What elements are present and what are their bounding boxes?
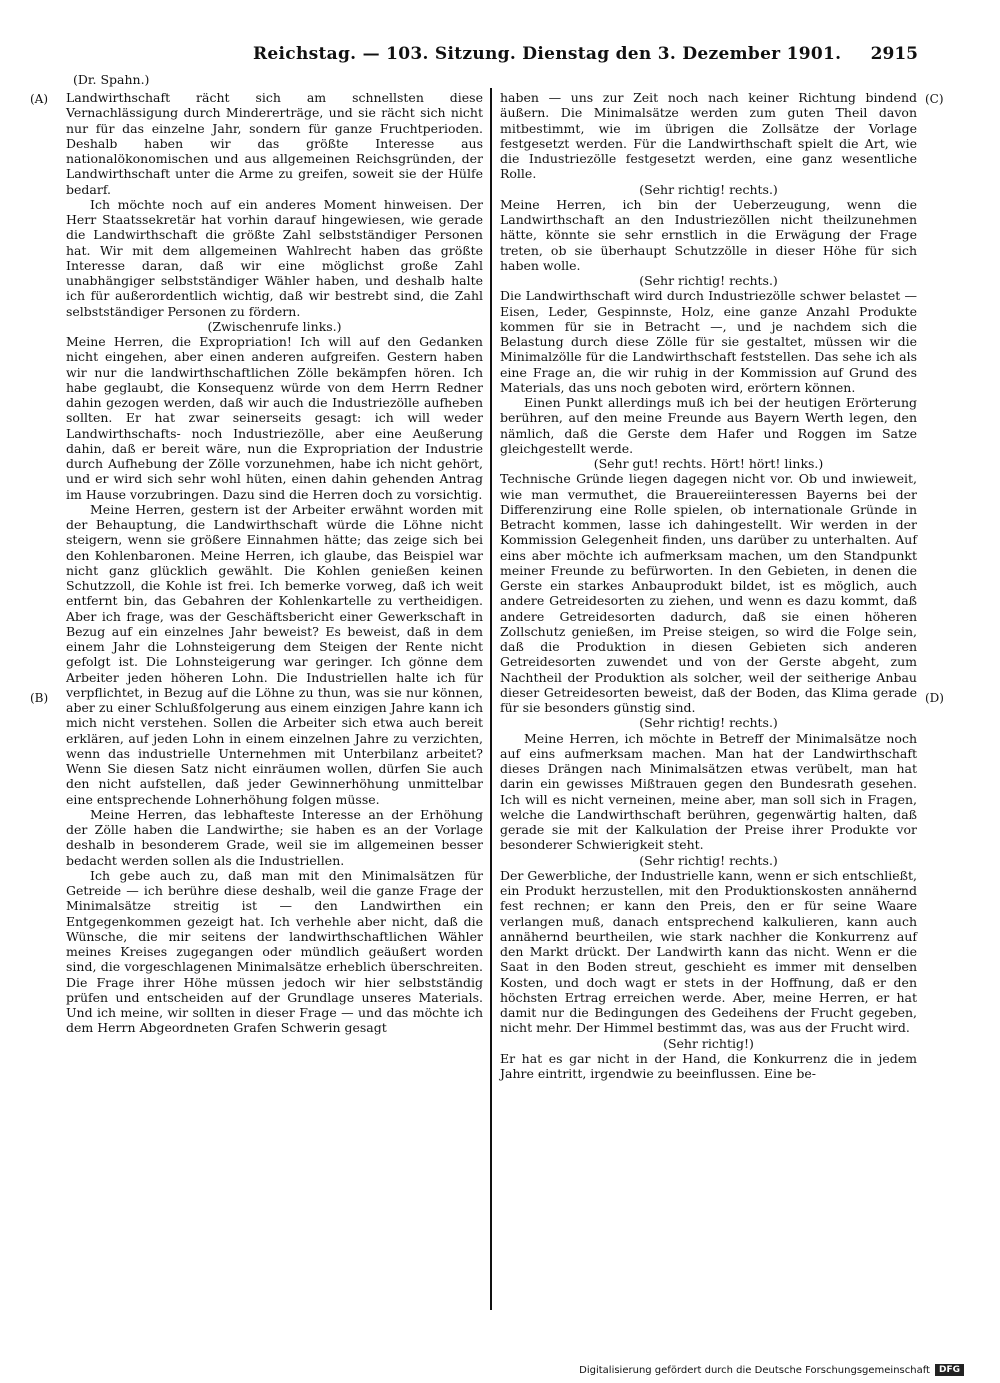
paragraph: Ich gebe auch zu, daß man mit den Minimalsätzen für Getreide — ich berühre diese deshalb, weil die ganze Frage der Minimalsätze streitig ist — den Landwirthen ein Entgegenkommen gezeigt hat. Ich verhehle aber nicht, daß die Wünsche, die mir seitens der landwirthschaftlichen Wähler meines Kreises zugegangen oder mündlich geäußert worden sind, die vorgeschlagenen Minimalsätze erheblich überschreiten. Die Frage ihrer Höhe müssen jedoch wir hier selbstständig prüfen und entscheiden auf der Grundlage unseres Materials. Und ich meine, wir sollten in dieser Frage — und das möchte ich dem Herrn Abgeordneten Grafen Schwerin gesagt [66,867,483,1036]
footer-text: Digitalisierung gefördert durch die Deutsche Forschungsgemeinschaft [579,1364,930,1376]
paragraph: Er hat es gar nicht in der Hand, die Konkurrenz die in jedem Jahre eintritt, irgendwie zu beeinflussen. Eine be- [500,1050,917,1081]
margin-marker-c: (C) [925,92,944,106]
speaker-name: (Dr. Spahn.) [73,72,150,87]
interjection: (Sehr richtig! rechts.) [639,852,778,868]
interjection: (Sehr richtig! rechts.) [639,273,778,288]
digitization-footer [579,1364,964,1376]
left-column [66,90,483,1036]
page-number: 2915 [870,44,918,64]
paragraph: Meine Herren, die Expropriation! Ich will auf den Gedanken nicht eingehen, aber einen anderen aufgreifen. Gestern haben wir nur die landwirthschaftlichen Zölle bekämpfen hören. Ich habe geglaubt, die Konsequenz würde von dem Herrn Redner dahin gezogen werden, daß wir auch die Industriezölle aufheben sollten. Er hat zwar seinerseits gesagt: ich will weder Landwirthschafts- noch Industriezölle, aber eine Aeußerung dahin, daß er bereit wäre, nun die Expropriation der Industrie durch Aufhebung der Zölle vorzunehmen, habe ich nicht gehört, und er wird sich sehr wohl hüten, einen dahin gehenden Antrag im Hause vorzubringen. Dazu sind die Herren doch zu vorsichtig. [66,334,483,502]
paragraph: Technische Gründe liegen dagegen nicht vor. Ob und inwieweit, wie man vermuthet, die Brauereiinteressen Bayerns bei der Differenzirung eine Rolle spielen, ob internationale Gründe in Betracht kommen, lasse ich dahingestellt. Wir werden in der Kommission Gelegenheit finden, uns darüber zu unterhalten. Auf eins aber möchte ich aufmerksam machen, um den Standpunkt meiner Freunde zu befürworten. In den Gebieten, in denen die Gerste ein starkes Anbauprodukt bildet, ist es möglich, auch andere Getreidesorten zu ziehen, und wenn es dazu kommt, daß andere Getreidesorten dadurch, daß sie einen höheren Zollschutz genießen, im Preise steigen, so wird die Folge sein, daß die Produktion in diesen Gebieten sich anderen Getreidesorten zuwendet und von der Gerste abgeht, zum Nachtheil der Produktion als solcher, weil der seitherige Anbau dieser Getreidesorten beweist, daß der Boden, das Klima gerade für sie besonders günstig sind. [500,471,917,715]
paragraph: Meine Herren, das lebhafteste Interesse an der Erhöhung der Zölle haben die Landwirthe; sie haben es an der Vorlage deshalb in besonderem Grade, weil sie im allgemeinen besser bedacht werden sollen als die Industriellen. [66,806,483,868]
paragraph: Meine Herren, ich bin der Ueberzeugung, wenn die Landwirthschaft an den Industriezöllen nicht theilzunehmen hätte, könnte sie sehr ernstlich in die Erwägung der Frage treten, ob sie überhaupt Schutzzölle in dieser Höhe für sich haben wolle. [500,196,917,273]
paragraph: Meine Herren, ich möchte in Betreff der Minimalsätze noch auf eins aufmerksam machen. Man hat der Landwirthschaft dieses Drängen nach Minimalsätzen etwas verübelt, man hat darin ein gewisses Mißtrauen gegen den Bundesrath gesehen. Ich will es nicht verneinen, meine aber, man soll sich in Fragen, welche die Landwirthschaft berühren, gegenwärtig halten, daß gerade sie mit der Kalkulation der Preise ihrer Produkte vor besonderer Schwierigkeit steht. [500,730,917,853]
interjection: (Sehr richtig! rechts.) [639,715,778,731]
right-column [500,90,917,1081]
paragraph: Ich möchte noch auf ein anderes Moment hinweisen. Der Herr Staatssekretär hat vorhin darauf hingewiesen, wie gerade die Landwirthschaft die größte Zahl selbstständiger Personen hat. Wir mit dem allgemeinen Wahlrecht haben das größte Interesse daran, daß wir eine möglichst große Zahl unabhängiger selbstständiger Wähler haben, und deshalb halte ich für außerordentlich wichtig, daß wir bestrebt sind, die Zahl selbstständiger Personen zu fördern. [66,196,483,319]
running-title: Reichstag. — 103. Sitzung. Dienstag den 3. Dezember 1901. [253,44,842,64]
column-divider [490,88,492,1310]
interjection: (Sehr richtig! rechts.) [639,181,778,197]
paragraph: Meine Herren, gestern ist der Arbeiter erwähnt worden mit der Behauptung, die Landwirthschaft würde die Löhne nicht steigern, wenn sie größere Einnahmen hätte; das zeige sich bei den Kohlenbaronen. Meine Herren, ich glaube, das Beispiel war nicht ganz glücklich gewählt. Die Kohlen genießen keinen Schutzzoll, die Kohle ist frei. Ich bemerke vorweg, daß ich weit entfernt bin, das Gebahren der Kohlenkartelle zu vertheidigen. Aber ich frage, was der Geschäftsbericht einer Gewerkschaft in Bezug auf ein einzelnes Jahr beweist? Es beweist, daß in dem einem Jahr die Lohnsteigerung dem Steigen der Rente nicht gefolgt ist. Die Lohnsteigerung war geringer. Ich gönne dem Arbeiter jeden höheren Lohn. Die Industriellen halte ich für verpflichtet, in Bezug auf die Löhne zu thun, was sie nur können, aber zu einer Schlußfolgerung aus einem einzigen Jahre kann ich mich nicht verstehen. Sollen die Arbeiter sich etwa auch bereit erklären, auf jeden Lohn in einem einzelnen Jahre zu verzichten, wenn das industrielle Unternehmen mit Unterbilanz arbeitet? Wenn Sie diesen Satz nicht einräumen wollen, dürfen Sie auch den nicht aufstellen, daß jeder Gewinnerhöhung unmittelbar eine entsprechende Lohnerhöhung folgen müsse. [66,501,483,807]
margin-marker-b: (B) [30,691,49,705]
margin-marker-d: (D) [925,691,944,705]
interjection: (Sehr richtig!) [663,1035,754,1051]
page-header [68,44,918,70]
paragraph: Einen Punkt allerdings muß ich bei der heutigen Erörterung berühren, auf den meine Freunde aus Bayern Werth legen, den nämlich, daß die Gerste dem Hafer und Roggen im Satze gleichgestellt werde. [500,395,917,456]
interjection: (Zwischenrufe links.) [207,318,342,334]
paragraph: haben — uns zur Zeit noch nach keiner Richtung bindend äußern. Die Minimalsätze werden zum guten Theil davon mitbestimmt, wie im übrigen die Zollsätze der Vorlage festgesetzt werden. Für die Landwirthschaft spielt die Art, wie die Industriezölle festgesetzt werden, eine ganz wesentliche Rolle. [500,90,917,182]
margin-marker-a: (A) [30,92,49,106]
paragraph: Der Gewerbliche, der Industrielle kann, wenn er sich entschließt, ein Produkt herzustellen, mit den Produktionskosten annähernd fest rechnen; er kann den Preis, den er für seine Waare verlangen muß, danach entsprechend kalkulieren, kann auch annähernd beurtheilen, wie stark nachher die Konkurrenz auf den Markt drückt. Der Landwirth kann das nicht. Wenn er die Saat in den Boden streut, geschieht es immer mit denselben Kosten, und doch wagt er stets in der Hoffnung, daß er den höchsten Ertrag erreichen werde. Aber, meine Herren, er hat damit nur die Bedingungen des Gedeihens der Frucht gegeben, nicht mehr. Der Himmel bestimmt das, was aus der Frucht wird. [500,867,917,1036]
interjection: (Sehr gut! rechts. Hört! hört! links.) [593,456,824,471]
dfg-logo: DFG [935,1364,964,1376]
paragraph: Die Landwirthschaft wird durch Industriezölle schwer belastet — Eisen, Leder, Gespinnste, Holz, eine ganze Anzahl Produkte kommen für sie in Betracht —, und je nachdem sich die Belastung durch diese Zölle für sie gestaltet, müssen wir die Minimalzölle für die Landwirthschaft feststellen. Das sehe ich als eine Frage an, die wir ruhig in der Kommission auf Grund des Materials, das uns noch geboten wird, erörtern können. [500,288,917,395]
paragraph: Landwirthschaft rächt sich am schnellsten diese Vernachlässigung durch Mindererträge, und sie rächt sich nicht nur für das einzelne Jahr, sondern für ganze Fruchtperioden. Deshalb haben wir das größte Interesse aus nationalökonomischen und aus allgemeinen Reichsgründen, der Landwirthschaft unter die Arme zu greifen, soweit sie der Hülfe bedarf. [66,90,483,197]
